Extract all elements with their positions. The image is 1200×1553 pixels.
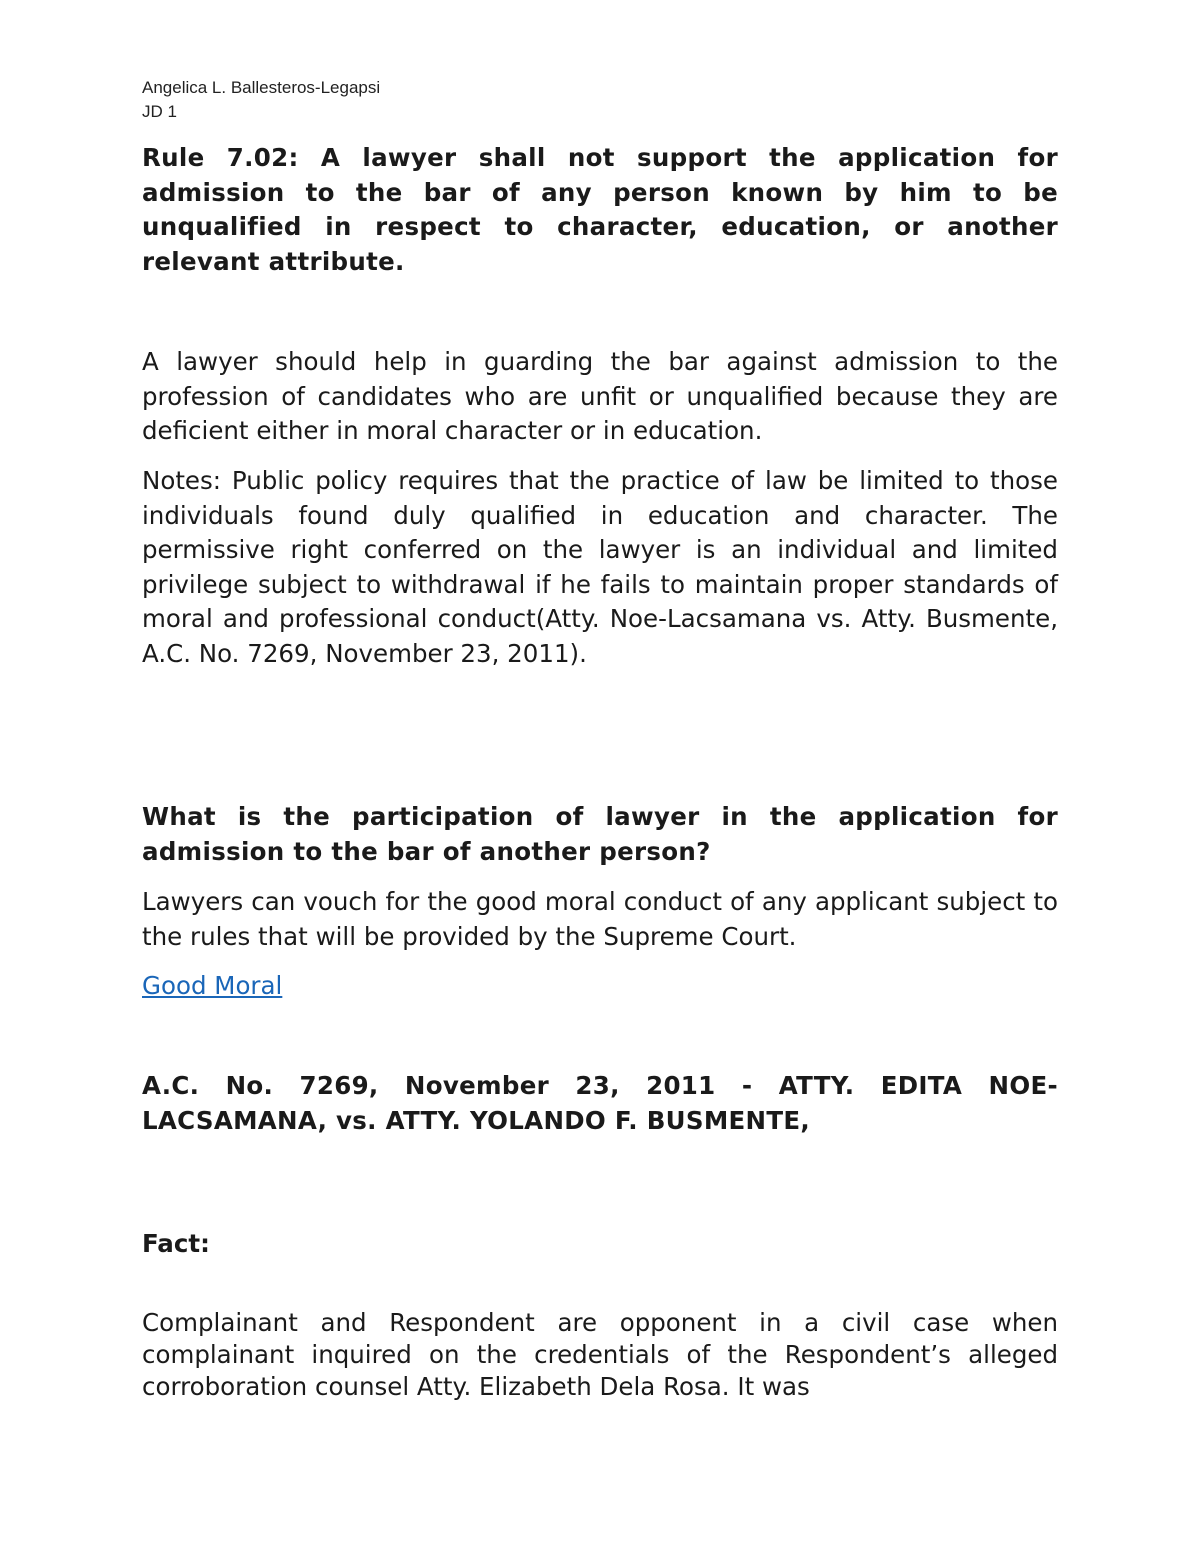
rule-title: Rule 7.02: A lawyer shall not support the application for admission to the bar of any person known by him to be unqualified in respect to character, education, or another relevant attribute. [142, 143, 1058, 276]
fact-label: Fact: [142, 1229, 210, 1258]
class-label: JD 1 [142, 102, 177, 121]
case-title: A.C. No. 7269, November 23, 2011 - ATTY. EDITA NOE-LACSAMANA, vs. ATTY. YOLANDO F. BUSMENTE, [142, 1071, 1058, 1135]
author-name: Angelica L. Ballesteros-Legapsi [142, 78, 381, 97]
notes-paragraph: Notes: Public policy requires that the practice of law be limited to those individuals found duly qualified in education and character. The permissive right conferred on the lawyer is an individual and limited privilege subject to withdrawal if he fails to maintain proper standards of moral and professional conduct(Atty. Noe-Lacsamana vs. Atty. Busmente, A.C. No. 7269, November 23, 2011). [142, 466, 1058, 668]
fact-text: Complainant and Respondent are opponent in a civil case when complainant inquired on the credentials of the Respondent’s alleged corroboration counsel Atty. Elizabeth Dela Rosa. It was [142, 1308, 1058, 1401]
good-moral-link[interactable]: Good Moral [142, 971, 283, 1000]
good-moral-paragraph [142, 969, 1058, 1004]
document-header [142, 76, 380, 124]
question-heading: What is the participation of lawyer in the application for admission to the bar of another person? [142, 802, 1058, 866]
question-answer: Lawyers can vouch for the good moral conduct of any applicant subject to the rules that will be provided by the Supreme Court. [142, 887, 1058, 951]
paragraph-guarding-bar: A lawyer should help in guarding the bar against admission to the profession of candidates who are unfit or unqualified because they are deficient either in moral character or in education. [142, 347, 1058, 446]
